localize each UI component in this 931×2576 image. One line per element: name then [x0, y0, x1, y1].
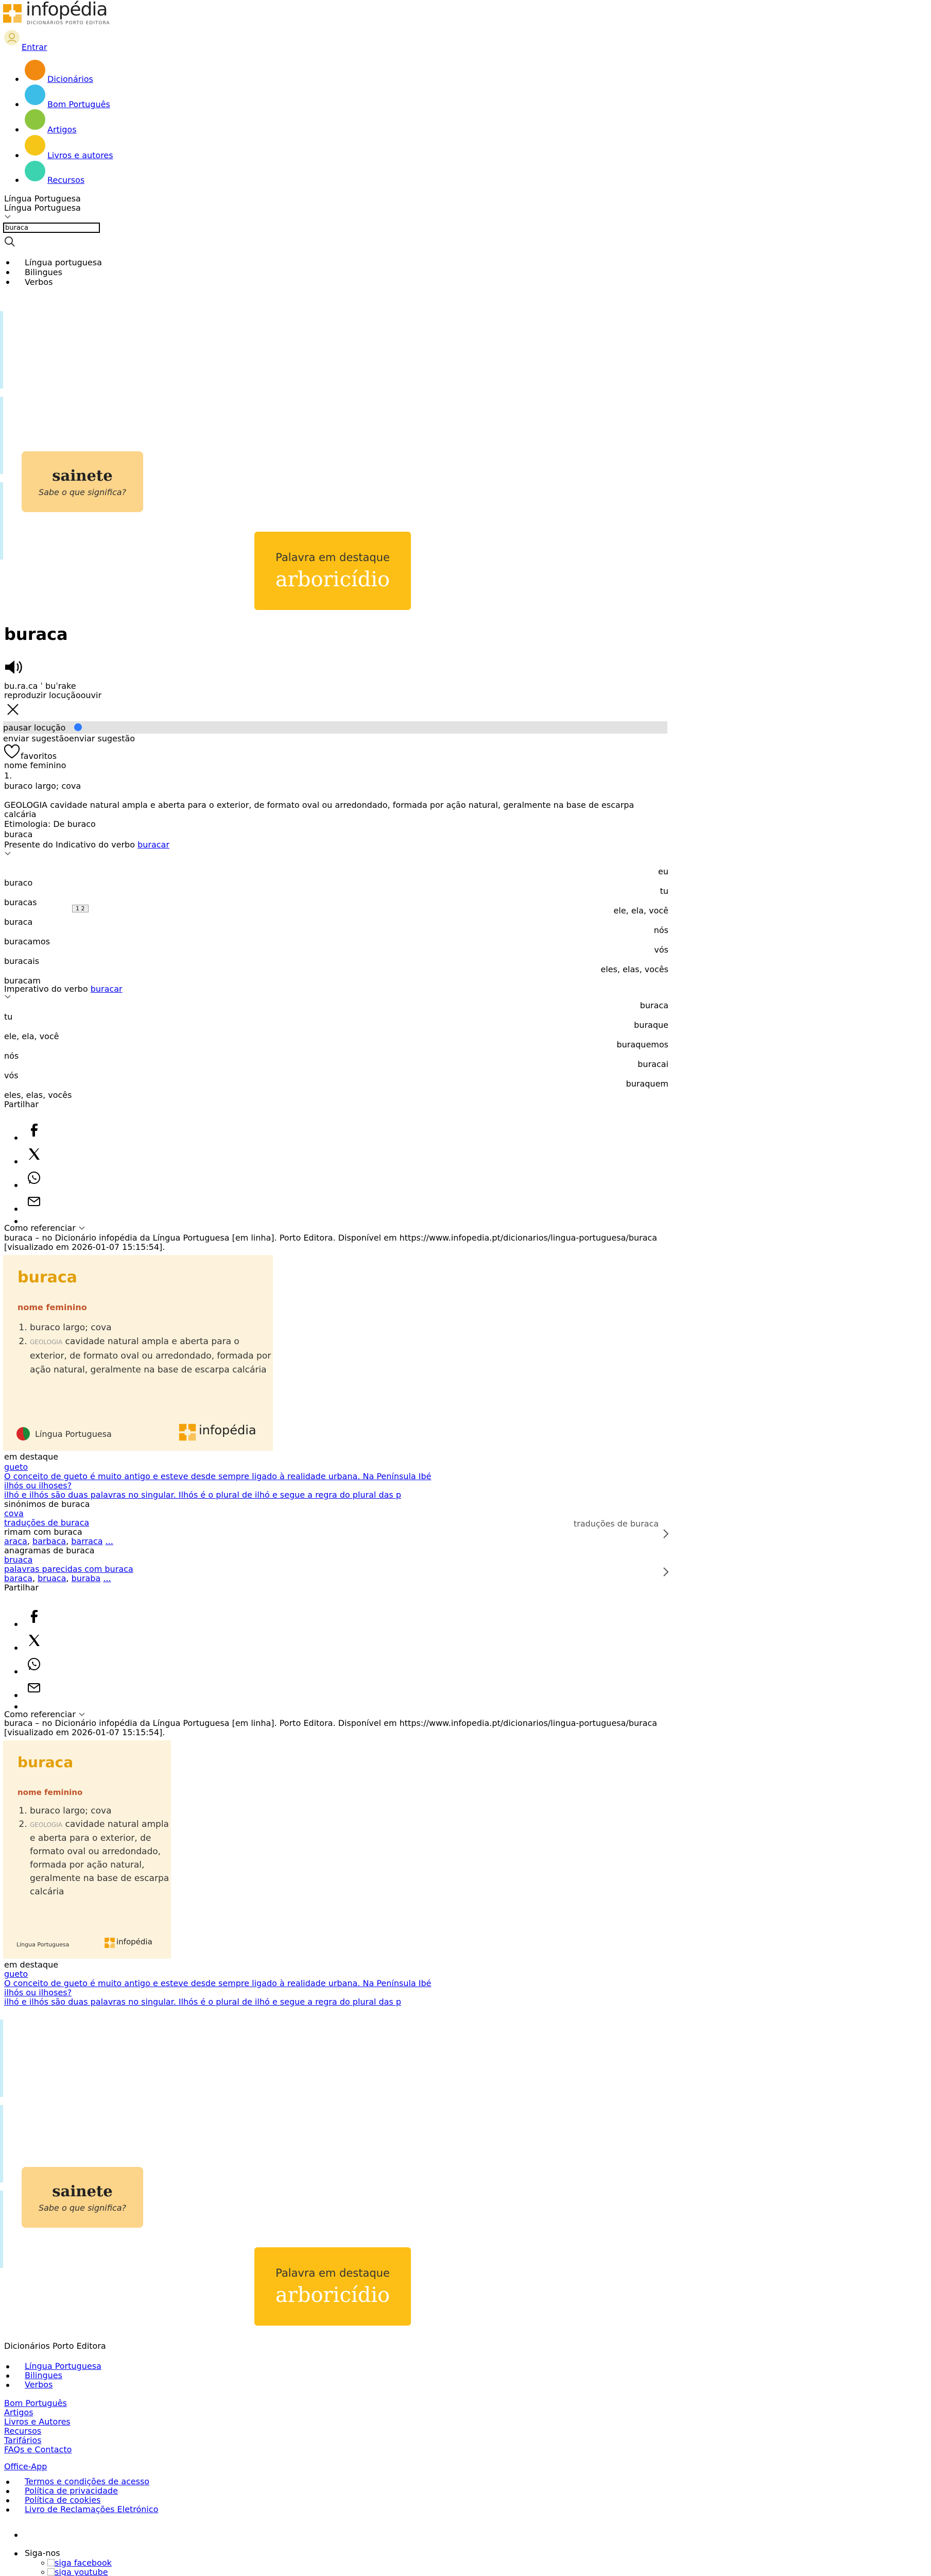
card-brand-logo: [178, 1423, 256, 1444]
conj-person: eu: [658, 867, 668, 876]
rhyme-link[interactable]: araca: [4, 1536, 27, 1546]
similar-link[interactable]: baraca: [4, 1573, 32, 1583]
broken-image-icon: [47, 2559, 55, 2566]
nav-bom-portugues[interactable]: [25, 84, 45, 105]
palavra-destaque-promo[interactable]: [254, 532, 411, 610]
footer-link[interactable]: Bom Português: [4, 2398, 67, 2408]
footer-dict-link[interactable]: Verbos: [25, 2380, 53, 2389]
chevron-down-icon: [78, 1226, 85, 1231]
similar-more[interactable]: ...: [103, 1573, 111, 1583]
imperative-label: Imperativo do verbo: [4, 984, 88, 994]
list-bullet: [14, 1160, 18, 1163]
list-bullet: [14, 1647, 18, 1650]
list-bullet: [6, 2375, 9, 2378]
dict-selector-label: Língua Portuguesa: [4, 203, 81, 213]
conj-person: eles, elas, vocês: [4, 1090, 72, 1100]
footer-link[interactable]: Artigos: [4, 2408, 33, 2417]
synonyms-label: sinónimos de buraca: [4, 1499, 90, 1509]
broken-image-icon: [47, 2568, 55, 2575]
sainete-word: sainete: [52, 2182, 113, 2200]
resources-icon: [25, 161, 45, 181]
chevron-down-icon: [78, 1712, 85, 1717]
conj-person: vós: [654, 945, 668, 955]
footer-legal: [15, 2477, 158, 2514]
footer-dict-link[interactable]: Bilingues: [25, 2370, 62, 2380]
card-senses: [18, 1321, 272, 1377]
list-bullet: [6, 2481, 9, 2484]
citation-text: buraca – no Dicionário infopédia da Língua Portuguesa [em linha]. Porto Editora. Disponível em https://www.infopedia.pt/dicionarios/lingua-portuguesa/buraca [visualizado em 2026-01-07 15:15:54].: [4, 1233, 658, 1252]
rhyme-link[interactable]: barbaca: [32, 1536, 66, 1546]
conj-form: buraca: [4, 917, 33, 927]
rhyme-link[interactable]: barraca: [71, 1536, 103, 1546]
indicative-verb-link[interactable]: buracar: [137, 840, 169, 850]
card-word: buraca: [18, 1268, 77, 1286]
list-bullet: [14, 2552, 18, 2555]
palavra-word: arboricídio: [275, 2283, 390, 2307]
book-icon: [25, 60, 45, 80]
nav-artigos-link[interactable]: Artigos: [47, 125, 77, 134]
card-word: buraca: [18, 1754, 74, 1771]
card-geo-tag: GEOLOGIA: [30, 1821, 63, 1828]
nav-dicionarios[interactable]: [25, 60, 45, 80]
pause-image-alt: pausar locução: [3, 723, 66, 733]
card-pos: nome feminino: [18, 1788, 83, 1797]
conj-form: buraque: [634, 1020, 668, 1030]
rhymes-list: araca, barbaca, barraca ...: [4, 1536, 113, 1546]
card-sense-2: [30, 1818, 173, 1899]
destaque-label: em destaque: [4, 1960, 59, 1970]
aside-strip: [0, 2105, 3, 2182]
list-bullet: [14, 1670, 18, 1673]
similar-link[interactable]: bruaca: [38, 1573, 66, 1583]
suggest-button[interactable]: [3, 734, 135, 743]
conj-form: buracamos: [4, 937, 50, 946]
social-links: [41, 2558, 139, 2576]
cite-label: Como referenciar: [4, 1223, 76, 1233]
card-brand-logo: [104, 1937, 152, 1951]
footer-link[interactable]: Recursos: [4, 2426, 42, 2436]
email-icon[interactable]: [25, 1679, 43, 1697]
user-icon[interactable]: [4, 30, 20, 45]
list-bullet: [14, 1694, 18, 1697]
legal-link[interactable]: Livro de Reclamações Eletrónico: [25, 2504, 159, 2514]
card-brand-name: infopédia: [199, 1423, 256, 1437]
verb-form: buraca: [4, 829, 33, 839]
play-image-alt: reproduzir locução: [4, 690, 81, 700]
nav-livros[interactable]: [25, 135, 45, 156]
conj-person: tu: [4, 1012, 13, 1022]
nav-bom-portugues-link[interactable]: Bom Português: [47, 99, 110, 109]
login-link[interactable]: Entrar: [22, 42, 47, 52]
conj-person: nós: [4, 1051, 19, 1061]
imperative-verb-link[interactable]: buracar: [90, 984, 123, 994]
aside-strip: [0, 2191, 3, 2268]
chevron-down-icon[interactable]: [4, 851, 11, 856]
logo-mark-icon: [2, 3, 23, 24]
destaque-link-1[interactable]: O conceito de gueto é muito antigo e esteve desde sempre ligado à realidade urbana. Na Península Ibé: [4, 1471, 432, 1481]
facebook-icon[interactable]: [25, 1121, 43, 1140]
entry-share-card-small: [3, 1740, 171, 1959]
sainete-subtitle: Sabe o que significa?: [38, 487, 127, 497]
similar-label[interactable]: palavras parecidas com buraca: [4, 1564, 133, 1574]
palavra-title: Palavra em destaque: [275, 551, 390, 564]
imperative-heading: [4, 984, 123, 994]
brand-tagline: DICIONÁRIOS PORTO EDITORA: [27, 21, 110, 26]
card-sense-2-text: cavidade natural ampla e aberta para o exterior, de formato oval ou arredondado, formada por ação natural, geralmente na base de escarpa calcária: [30, 1819, 169, 1897]
indicative-heading: [4, 840, 169, 850]
card-sense-2-text: cavidade natural ampla e aberta para o exterior, de formato oval ou arredondado, formada por ação natural, geralmente na base de escarpa calcária: [30, 1336, 271, 1375]
article-icon: [25, 109, 45, 130]
card-brand-name: infopédia: [116, 1937, 152, 1946]
facebook-link[interactable]: siga facebook: [55, 2558, 112, 2568]
suggest-image-alt: enviar sugestão: [3, 734, 70, 743]
cite-toggle[interactable]: [4, 1223, 85, 1233]
conj-form: buraquemos: [616, 1040, 668, 1049]
list-bullet: [15, 154, 19, 157]
nav-livros-link[interactable]: Livros e autores: [47, 150, 113, 160]
sainete-subtitle: Sabe o que significa?: [38, 2203, 127, 2213]
rhymes-label: rimam com buraca: [4, 1527, 82, 1537]
brand-name: infopédia: [26, 0, 108, 20]
chevron-right-icon[interactable]: [662, 1528, 669, 1539]
destaque-link-2[interactable]: ilhós ou ilhoses?: [4, 1988, 72, 1997]
share-label: Partilhar: [4, 1583, 39, 1592]
email-icon[interactable]: [25, 1192, 43, 1211]
nav-recursos[interactable]: [25, 161, 45, 181]
destaque-link-3[interactable]: ilhó e ilhós são duas palavras no singular. Ilhós é o plural de ilhó e segue a regra do plural das p: [4, 1490, 401, 1500]
aside-strip: [0, 482, 3, 560]
card-pos: nome feminino: [18, 1302, 87, 1312]
dict-selector[interactable]: Língua Portuguesa: [4, 194, 81, 204]
conj-form: buraquem: [626, 1079, 668, 1089]
list-bullet: [6, 271, 9, 274]
portugal-flag-icon: [16, 1427, 30, 1440]
footer-links: [4, 2399, 72, 2454]
rhymes-more[interactable]: ...: [105, 1536, 113, 1546]
card-senses: [18, 1804, 173, 1899]
legal-link[interactable]: Política de privacidade: [25, 2486, 118, 2496]
similar-list: baraca, bruaca, buraba ...: [4, 1573, 111, 1583]
footer-dict-link[interactable]: Língua Portuguesa: [25, 2361, 101, 2371]
logo-mark-icon: [178, 1423, 197, 1442]
chevron-right-icon[interactable]: [662, 1566, 669, 1578]
entry-share-card: [3, 1255, 273, 1451]
list-bullet: [14, 1705, 18, 1708]
card-sense-2: [30, 1335, 272, 1377]
logo-mark-icon: [104, 1937, 115, 1948]
conj-form: buracam: [4, 976, 41, 986]
footer-dicts: [15, 2362, 101, 2389]
audio-label: ouvir: [80, 690, 102, 700]
list-bullet: [6, 2499, 9, 2502]
citation-text: buraca – no Dicionário infopédia da Língua Portuguesa [em linha]. Porto Editora. Disponível em https://www.infopedia.pt/dicionarios/lingua-portuguesa/buraca [visualizado em 2026-01-07 15:15:54].: [4, 1718, 658, 1737]
list-bullet: [14, 1623, 18, 1626]
list-bullet: [15, 128, 19, 131]
sainete-word: sainete: [52, 467, 113, 484]
search-icon[interactable]: [3, 235, 16, 248]
facebook-icon[interactable]: [25, 1607, 43, 1626]
entry-headword: buraca: [4, 624, 68, 644]
card-sense-1: 1. buraco largo; cova: [30, 1321, 272, 1335]
anagrams-label: anagramas de buraca: [4, 1546, 95, 1555]
card-lang: Língua Portuguesa: [35, 1429, 112, 1439]
nav-dicionarios-link[interactable]: Dicionários: [47, 74, 93, 84]
sainete-promo[interactable]: [22, 451, 143, 512]
aside-strip: [0, 2020, 3, 2097]
nav-artigos[interactable]: [25, 109, 45, 130]
conj-person: ele, ela, você: [613, 906, 668, 916]
anagram-link[interactable]: bruaca: [4, 1555, 33, 1565]
palavra-title: Palavra em destaque: [275, 2267, 390, 2279]
destaque-link-1[interactable]: O conceito de gueto é muito antigo e esteve desde sempre ligado à realidade urbana. Na Península Ibé: [4, 1978, 432, 1988]
conj-form: buracais: [4, 956, 40, 966]
conj-person: eles, elas, vocês: [600, 964, 668, 974]
list-bullet: [14, 1208, 18, 1211]
palavra-destaque-promo[interactable]: [254, 2247, 411, 2326]
conj-form: buraca: [640, 1001, 668, 1010]
sense-2: GEOLOGIA cavidade natural ampla e aberta para o exterior, de formato oval ou arredondado, formada por ação natural, geralmente na base de escarpa calcária: [4, 800, 634, 819]
x-twitter-icon[interactable]: [25, 1145, 43, 1163]
footer-title: Dicionários Porto Editora: [4, 2341, 106, 2351]
card-sense-1: 1. buraco largo; cova: [30, 1804, 173, 1818]
list-bullet: [14, 1184, 18, 1187]
conj-person: nós: [653, 925, 668, 935]
synonym-link[interactable]: cova: [4, 1509, 24, 1518]
conj-form: buracai: [637, 1059, 668, 1069]
legal-link[interactable]: Política de cookies: [25, 2495, 101, 2505]
footer-link[interactable]: Livros e Autores: [4, 2417, 71, 2427]
follow-label: Siga-nos: [25, 2548, 60, 2558]
brand-logo[interactable]: [0, 0, 118, 26]
card-lang: Língua Portuguesa: [16, 1941, 70, 1948]
conj-form: buracas: [4, 897, 37, 907]
translations-image-alt: traduções de buraca: [574, 1519, 659, 1529]
whatsapp-icon[interactable]: [25, 1168, 43, 1187]
option-verbos[interactable]: Verbos: [25, 277, 53, 287]
destaque-word[interactable]: gueto: [4, 1462, 28, 1472]
list-bullet: [15, 179, 19, 182]
sainete-promo[interactable]: [22, 2167, 143, 2228]
entry-pronunciation: bu.ra.ca ˈ buˈrake: [4, 681, 76, 691]
conj-person: tu: [660, 886, 668, 896]
destaque-word[interactable]: gueto: [4, 1969, 28, 1979]
conj-form: buraco: [4, 878, 33, 888]
aside-strip: [0, 311, 3, 388]
list-bullet: [6, 2509, 9, 2512]
nav-recursos-link[interactable]: Recursos: [47, 175, 85, 185]
conj-person: ele, ela, você: [4, 1031, 59, 1041]
chevron-down-icon[interactable]: [4, 994, 11, 999]
list-bullet: [6, 261, 9, 264]
footer-link[interactable]: Tarifários: [4, 2435, 42, 2445]
legal-link[interactable]: Termos e condições de acesso: [25, 2477, 150, 2486]
list-bullet: [15, 78, 19, 81]
option-bilingues[interactable]: Bilingues: [25, 267, 62, 277]
card-geo-tag: GEOLOGIA: [30, 1338, 63, 1346]
list-bullet: [6, 2365, 9, 2368]
destaque-link-2[interactable]: ilhós ou ilhoses?: [4, 1481, 72, 1490]
list-bullet: [6, 2490, 9, 2493]
audio-progress-handle[interactable]: [74, 723, 82, 731]
heart-icon[interactable]: [3, 744, 21, 759]
audio-progress[interactable]: [3, 721, 667, 734]
whatsapp-icon[interactable]: [25, 1655, 43, 1673]
close-icon[interactable]: [6, 703, 20, 716]
destaque-label: em destaque: [4, 1452, 59, 1462]
suggest-label: enviar sugestão: [69, 734, 135, 743]
sense-1: buraco largo; cova: [4, 781, 81, 791]
etymology: Etimologia: De buraco: [4, 819, 96, 829]
favorites-label[interactable]: favoritos: [21, 751, 57, 761]
aside-strip: [0, 397, 3, 474]
cite-label: Como referenciar: [4, 1709, 76, 1719]
conj-pager[interactable]: 1 2: [72, 905, 89, 912]
option-lingua[interactable]: Língua portuguesa: [25, 258, 102, 267]
sense-number: 1.: [4, 771, 12, 781]
list-bullet: [14, 1137, 18, 1140]
entry-pos: nome feminino: [4, 760, 66, 770]
search-input[interactable]: [3, 223, 100, 233]
office-app-link[interactable]: Office-App: [4, 2462, 47, 2471]
list-bullet: [6, 281, 9, 284]
destaque-link-3[interactable]: ilhó e ilhós são duas palavras no singular. Ilhós é o plural de ilhó e segue a regra do plural das p: [4, 1997, 401, 2007]
share-label: Partilhar: [4, 1099, 39, 1109]
speaker-icon[interactable]: [3, 658, 25, 676]
list-bullet: [14, 2534, 18, 2537]
similar-link[interactable]: buraba: [71, 1573, 101, 1583]
youtube-link[interactable]: siga youtube: [55, 2567, 108, 2576]
footer-link[interactable]: FAQs e Contacto: [4, 2445, 72, 2454]
chevron-down-icon[interactable]: [4, 214, 11, 219]
list-bullet: [15, 103, 19, 106]
conj-person: vós: [4, 1071, 19, 1080]
palavra-word: arboricídio: [275, 568, 390, 591]
list-bullet: [6, 2384, 9, 2387]
translations-link[interactable]: traduções de buraca: [4, 1518, 90, 1528]
x-twitter-icon[interactable]: [25, 1631, 43, 1650]
dict-options: [15, 258, 102, 287]
books-icon: [25, 135, 45, 156]
indicative-label: Presente do Indicativo do verbo: [4, 840, 135, 850]
bulb-icon: [25, 84, 45, 105]
audio-player[interactable]: [4, 690, 101, 700]
